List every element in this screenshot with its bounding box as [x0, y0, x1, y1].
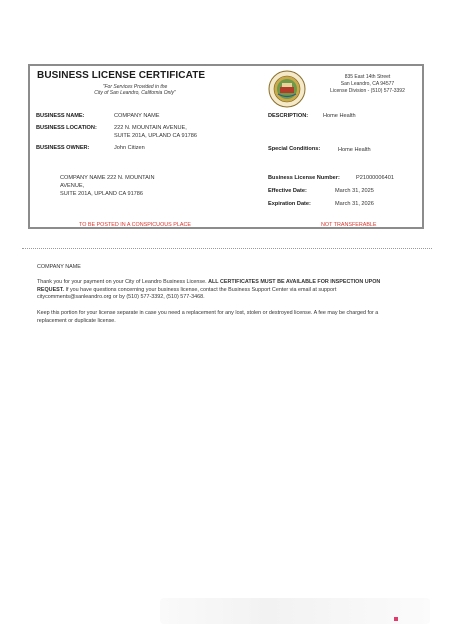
mailing-address-line3: SUITE 201A, UPLAND CA 91786: [60, 191, 144, 197]
expiration-date-value: March 31, 2026: [335, 201, 374, 207]
stub-payment-paragraph: [37, 279, 382, 302]
stub-replacement-paragraph: Keep this portion for your license separate in case you need a replacement for any lost, stolen or destroyed license. A fee may be charged for a replacement or duplicate license.: [37, 310, 379, 324]
business-owner-label: BUSINESS OWNER:: [36, 145, 90, 151]
not-transferable-notice: NOT TRANSFERABLE: [321, 222, 377, 228]
special-conditions-value: Home Health: [338, 147, 371, 153]
mailing-address-line1: COMPANY NAME 222 N. MOUNTAIN: [60, 175, 155, 181]
tear-line-divider: [22, 248, 432, 249]
city-seal-icon: [268, 70, 306, 108]
posted-notice: TO BE POSTED IN A CONSPICUOUS PLACE: [79, 222, 191, 228]
business-license-certificate: [28, 64, 424, 229]
business-name-label: BUSINESS NAME:: [36, 113, 85, 119]
effective-date-value: March 31, 2025: [335, 188, 374, 194]
business-location-line2: SUITE 201A, UPLAND CA 91786: [114, 133, 198, 139]
license-number-value: P21000006401: [356, 175, 394, 181]
business-location-line1: 222 N. MOUNTAIN AVENUE,: [114, 125, 187, 131]
description-label: DESCRIPTION:: [268, 113, 309, 119]
effective-date-label: Effective Date:: [268, 188, 307, 194]
address-line3: License Division - (510) 577-3392: [330, 88, 405, 94]
certificate-title: BUSINESS LICENSE CERTIFICATE: [37, 70, 206, 81]
faint-footer-artifact: [160, 598, 430, 624]
business-location-label: BUSINESS LOCATION:: [36, 125, 97, 131]
business-name-value: COMPANY NAME: [114, 113, 160, 119]
description-value: Home Health: [323, 113, 356, 119]
address-line2: San Leandro, CA 94577: [340, 81, 395, 87]
address-line1: 835 East 14th Street: [344, 74, 391, 80]
expiration-date-label: Expiration Date:: [268, 201, 311, 207]
business-owner-value: John Citizen: [114, 145, 145, 151]
subtitle-line2: City of San Leandro, California Only": [94, 90, 176, 96]
mailing-address-line2: AVENUE,: [60, 183, 85, 189]
pink-marker: [394, 617, 398, 621]
payment-text-b: If you have questions concerning your business license, contact the Business Support Center via email at support citycomments@sanleandro.org or by (510) 577-3392, (510) 577-3468.: [37, 286, 337, 301]
special-conditions-label: Special Conditions:: [268, 146, 321, 152]
inspection-notice: ALL CERTIFICATES MUST BE AVAILABLE FOR INSPECTION UPON REQUEST.: [37, 279, 381, 293]
license-number-label: Business License Number:: [268, 175, 340, 181]
subtitle-line1: "For Services Provided in the: [102, 84, 168, 90]
payment-text-a: Thank you for your payment on your City of Leandro Business License.: [37, 279, 209, 285]
stub-company-name: COMPANY NAME: [37, 264, 81, 270]
